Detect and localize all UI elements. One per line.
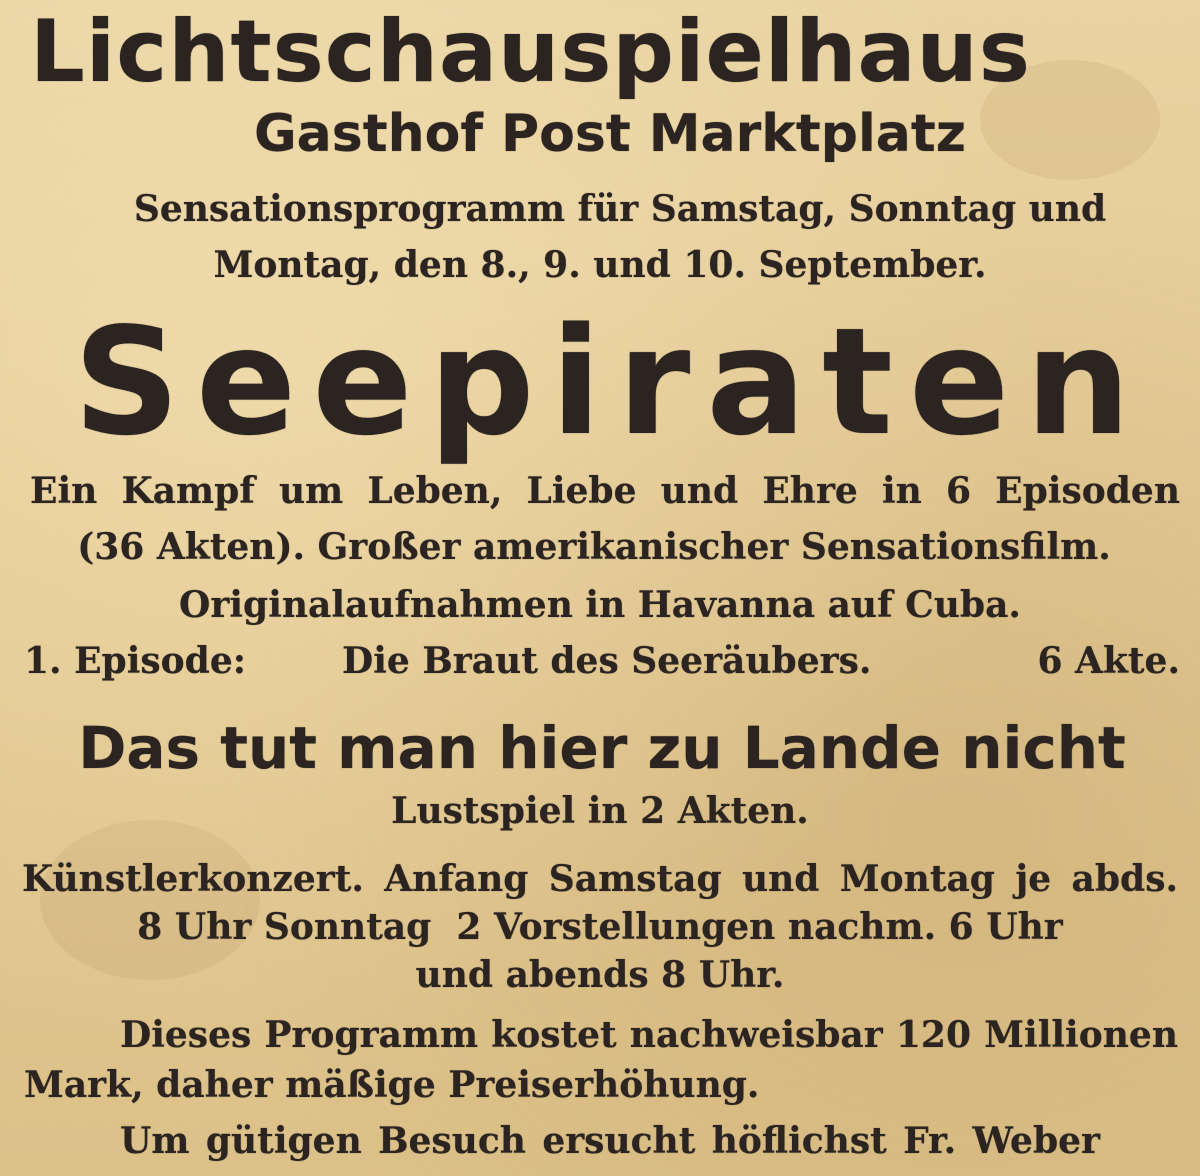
episode-label: 1. Episode:: [24, 640, 247, 682]
episode-acts: 6 Akte.: [1037, 640, 1180, 682]
feature-description-line-3: Originalaufnahmen in Havanna auf Cuba.: [179, 584, 1021, 626]
second-film-title: Das tut man hier zu Lande nicht: [78, 714, 1126, 782]
price-line-1: Dieses Programm kostet nachweisbar 120 Millionen: [120, 1014, 1178, 1056]
concert-line-2: 8 Uhr Sonntag 2 Vorstellungen nachm. 6 Uhr: [137, 906, 1063, 948]
cinema-title: Lichtschauspielhaus: [30, 2, 1031, 102]
second-film-description: Lustspiel in 2 Akten.: [391, 790, 809, 832]
closing-signature: Um gütigen Besuch ersucht höflichst Fr. Weber: [120, 1120, 1100, 1162]
episode-title: Die Braut des Seeräubers.: [342, 640, 872, 682]
program-dates-line-1: Sensationsprogramm für Samstag, Sonntag und: [133, 188, 1107, 230]
concert-line-3: und abends 8 Uhr.: [415, 954, 785, 996]
feature-description-line-1: Ein Kampf um Leben, Liebe und Ehre in 6 Episoden: [30, 470, 1180, 512]
feature-description-line-2: (36 Akten). Großer amerikanischer Sensationsfilm.: [77, 526, 1111, 568]
venue-name: Gasthof Post Marktplatz: [254, 104, 966, 164]
feature-film-title: Seepiraten: [73, 296, 1147, 468]
program-dates-line-2: Montag, den 8., 9. und 10. September.: [213, 244, 987, 286]
price-line-2: Mark, daher mäßige Preiserhöhung.: [24, 1064, 760, 1106]
concert-line-1: Künstlerkonzert. Anfang Samstag und Montag je abds.: [22, 858, 1178, 900]
